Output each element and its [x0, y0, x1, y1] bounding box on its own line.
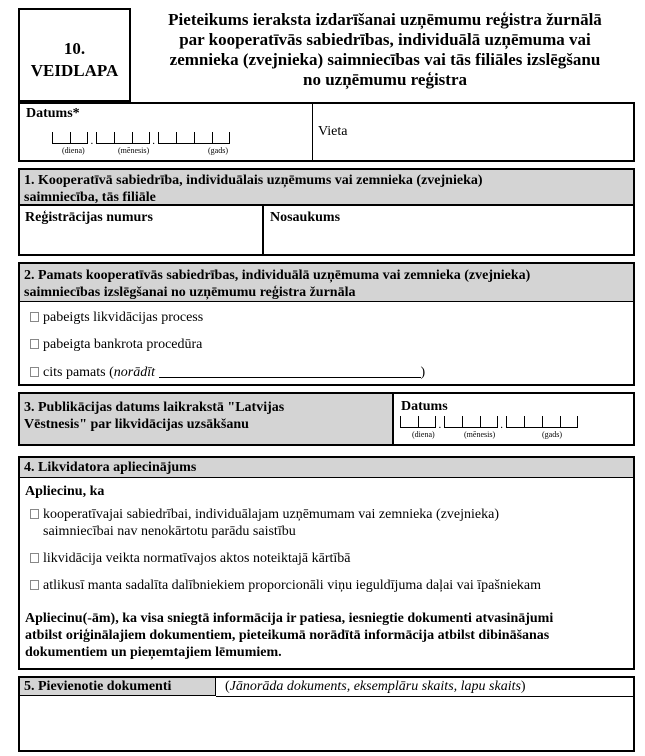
section-2-title: 2. Pamats kooperatīvās sabiedrības, individuālā uzņēmuma vai zemnieka (zvejnieka) saimniecības izslēgšanai no uzņēmumu reģistra žurnāla	[20, 264, 633, 302]
checkbox[interactable]	[30, 509, 39, 519]
section-4	[18, 456, 635, 670]
checkbox[interactable]	[30, 553, 39, 563]
section-1	[18, 168, 635, 256]
form-number-box	[18, 8, 131, 102]
section-2	[18, 262, 635, 386]
name-label: Nosaukums	[270, 210, 341, 225]
section-5-title: 5. Pievienotie dokumenti	[20, 678, 216, 696]
section-3	[18, 392, 635, 446]
place-label: Vieta	[318, 124, 348, 139]
truthfulness-statement: Apliecinu(-ām), ka visa sniegtā informācija ir patiesa, iesniegtie dokumenti atvasinājumi atbilst oriģinālajiem dokumentiem, pieteikumā norādītā informācija atbilst dibināšanas dokumentiem un pieņemtajiem lēmumiem.	[25, 611, 554, 660]
month-caption: (mēnesis)	[118, 146, 150, 155]
section-5	[18, 676, 635, 752]
name-input[interactable]	[266, 228, 630, 252]
publication-date-input[interactable]: . .	[400, 416, 578, 431]
date-input[interactable]: . .	[52, 132, 230, 147]
attached-documents-hint: (Jānorāda dokuments, eksemplāru skaits, lapu skaits)	[225, 679, 526, 694]
confirmation-lead: Apliecinu, ka	[25, 484, 105, 499]
section-3-title: 3. Publikācijas datums laikrakstā "Latvijas Vēstnesis" par likvidācijas uzsākšanu	[20, 394, 394, 444]
checkbox[interactable]	[30, 339, 39, 349]
form-number: 10.	[63, 39, 86, 58]
form-label: VEIDLAPA	[30, 61, 119, 80]
other-reason-input[interactable]	[159, 364, 421, 378]
registration-number-label: Reģistrācijas numurs	[25, 210, 153, 225]
registration-number-input[interactable]	[22, 228, 260, 252]
year-caption: (gads)	[542, 430, 562, 439]
checkbox[interactable]	[30, 580, 39, 590]
option-other-reason[interactable]: cits pamats (norādīt )	[30, 364, 425, 381]
month-caption: (mēnesis)	[464, 430, 496, 439]
form-title: Pieteikums ieraksta izdarīšanai uzņēmumu reģistra žurnālā par kooperatīvās sabiedrības, individuālā uzņēmuma vai zemnieka (zvejnieka) saimniecības vai tās filiāles izslēgšanu no uzņēmumu reģistra	[168, 10, 602, 89]
day-caption: (diena)	[62, 146, 85, 155]
day-caption: (diena)	[412, 430, 435, 439]
section-1-title: 1. Kooperatīvā sabiedrība, individuālais uzņēmums vai zemnieka (zvejnieka) saimniecība, tās filiāle	[20, 170, 633, 206]
date-place-section	[18, 102, 635, 162]
checkbox[interactable]	[30, 367, 39, 377]
option-liquidation-completed[interactable]: pabeigts likvidācijas process	[30, 310, 203, 326]
publication-date-label: Datums	[401, 399, 448, 414]
confirm-assets-distributed[interactable]: atlikusī manta sadalīta dalībniekiem proporcionāli viņu ieguldījuma daļai vai īpašniekam	[30, 578, 541, 594]
confirm-legal-procedure[interactable]: likvidācija veikta normatīvajos aktos noteiktajā kārtībā	[30, 551, 351, 567]
confirm-no-debts[interactable]: kooperatīvajai sabiedrībai, individuālajam uzņēmumam vai zemnieka (zvejnieka) saimniecībai nav nenokārtotu parādu saistību	[30, 506, 499, 540]
checkbox[interactable]	[30, 312, 39, 322]
section-4-title: 4. Likvidatora apliecinājums	[20, 458, 633, 478]
attached-documents-input[interactable]	[22, 700, 631, 748]
date-label: Datums*	[26, 106, 80, 121]
option-bankruptcy-completed[interactable]: pabeigta bankrota procedūra	[30, 337, 202, 353]
year-caption: (gads)	[208, 146, 228, 155]
